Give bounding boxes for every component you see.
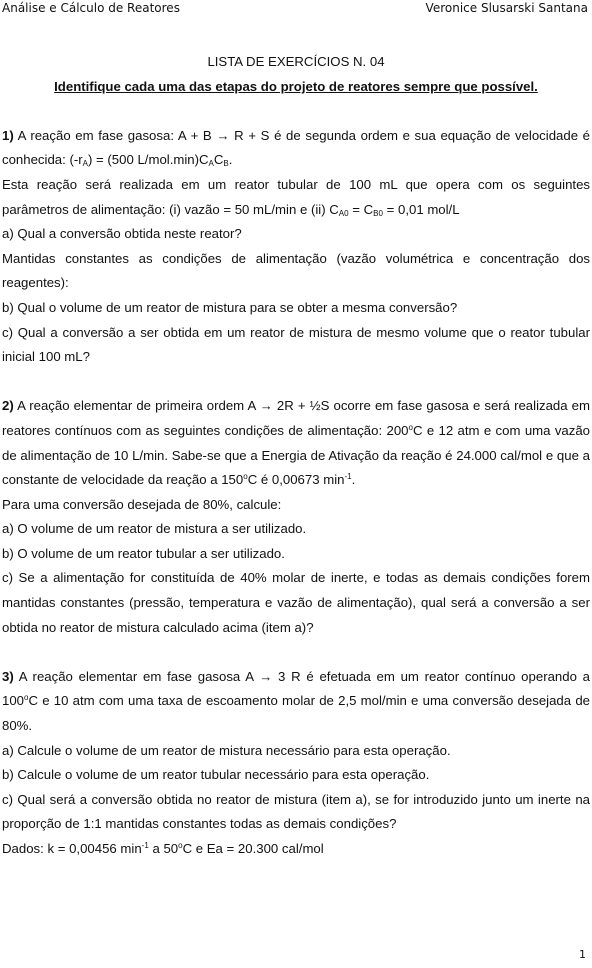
header-author: Veronice Slusarski Santana: [425, 1, 588, 15]
q2-desired-conversion: Para uma conversão desejada de 80%, calcule:: [2, 496, 282, 512]
question-3: [2, 665, 590, 862]
q3-item-b: b) Calcule o volume de um reator tubular necessário para esta operação.: [2, 767, 430, 783]
q1-number: 1): [2, 127, 14, 143]
spacer: [2, 370, 590, 395]
header-course-title: Análise e Cálculo de Reatores: [2, 1, 180, 15]
spacer: [2, 640, 590, 665]
running-header: [2, 0, 588, 16]
page-number: 1: [579, 948, 586, 961]
q2-number: 2): [2, 398, 14, 414]
q1-item-c: c) Qual a conversão a ser obtida em um reator de mistura de mesmo volume que o reator tubular inicial 100 mL?: [2, 324, 590, 365]
q2-statement: 2) A reação elementar de primeira ordem A → 2R + ½S ocorre em fase gasosa e será realizada em reatores contínuos com as seguintes condições de alimentação: 200$^o$C e 12 atm e com uma vazão de alimentação de 10 L/min. Sabe-se que a Energia de Ativação da reação é 24.000 cal/mol e que a constante de velocidade da reação a 150$^o$C é 0,00673 $\min^{-1}$.: [2, 398, 591, 488]
question-2: [2, 394, 590, 640]
question-1: [2, 124, 590, 370]
q1-item-a: a) Qual a conversão obtida neste reator?: [2, 226, 242, 242]
q2-item-a: a) O volume de um reator de mistura a ser utilizado.: [2, 521, 307, 537]
q3-data: Dados: k = 0,00456 $\min^{-1} a$ 50$^o$C e Ea = 20.300 cal/mol: [2, 841, 324, 856]
q1-constant-note: Mantidas constantes as condições de alimentação (vazão volumétrica e concentração dos reagentes):: [2, 250, 590, 291]
q2-item-c: c) Se a alimentação for constituída de 40% molar de inerte, e todas as demais condições forem mantidas constantes (pressão, temperatura e vazão de alimentação), qual será a conversão a ser obtida no reator de mistura calculado acima (item a)?: [2, 570, 590, 635]
q1-statement: 1) A reação em fase gasosa: A + B → R + S é de segunda ordem e sua equação de velocidade é conhecida: $(-r_A) = (500$ $L/mol.\min)C_AC_B$.: [2, 127, 590, 169]
q3-item-c: c) Qual será a conversão obtida no reator de mistura (item a), se for introduzido junto um inerte na proporção de 1:1 mantidas constantes todas as demais condições?: [2, 791, 590, 832]
q3-number: 3): [2, 668, 14, 684]
q1-conditions: Esta reação será realizada em um reator tubular de 100 mL que opera com os seguintes parâmetros de alimentação: (i) vazão = 50 mL/min e (ii) $C_{A0} = C_{B0} = 0,01$ mol/L: [2, 176, 590, 218]
q3-item-a: a) Calcule o volume de um reator de mistura necessário para esta operação.: [2, 742, 451, 758]
page-title: LISTA DE EXERCÍCIOS N. 04: [207, 54, 385, 69]
page-subtitle: Identifique cada uma das etapas do projeto de reatores sempre que possível.: [54, 78, 538, 94]
document-body: [2, 50, 590, 862]
q2-item-b: b) O volume de um reator tubular a ser utilizado.: [2, 545, 285, 561]
q1-item-b: b) Qual o volume de um reator de mistura para se obter a mesma conversão?: [2, 299, 458, 315]
q3-statement: 3) A reação elementar em fase gasosa A → 3 R é efetuada em um reator contínuo operando a 100$^o$C e 10 atm com uma taxa de escoamento molar de 2,5 mol/min e uma conversão desejada de 80%.: [2, 668, 590, 734]
